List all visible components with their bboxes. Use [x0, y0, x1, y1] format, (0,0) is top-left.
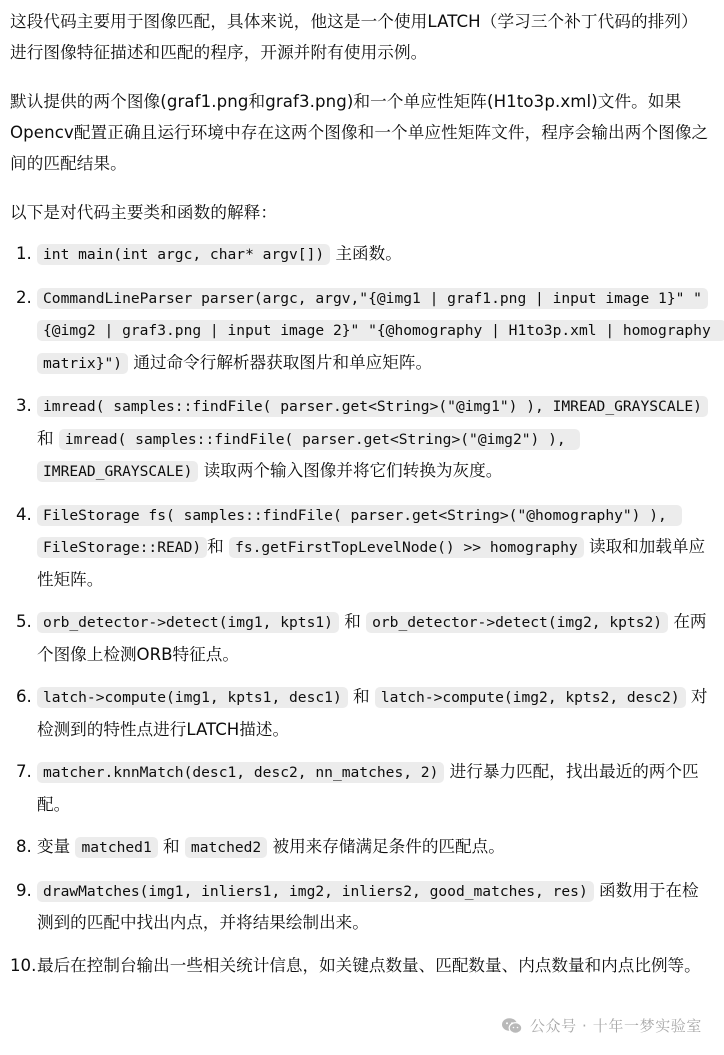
list-item-number: 10. [10, 955, 37, 975]
watermark [501, 1015, 702, 1036]
list-item-number: 6. [16, 687, 32, 706]
list-item-text: 变量 [37, 837, 76, 856]
inline-code: FileStorage fs( samples::findFile( parser.get<String>("@homography") ), FileStorage::READ) [37, 505, 682, 559]
list-item [10, 756, 714, 820]
list-item-text: 主函数。 [330, 244, 402, 263]
inline-code: orb_detector->detect(img1, kpts1) [37, 612, 339, 633]
inline-code: matched1 [75, 837, 157, 858]
list-item-text: 和 [338, 612, 367, 631]
list-item-text: 和 [37, 428, 59, 448]
list-item-number: 9. [16, 880, 32, 900]
list-item [10, 499, 714, 596]
list-item-text: 被用来存储满足条件的匹配点。 [267, 837, 505, 856]
inline-code: imread( samples::findFile( parser.get<String>("@img1") ), IMREAD_GRAYSCALE) [37, 396, 708, 417]
list-item-text: 和 [207, 537, 230, 556]
list-item [10, 282, 720, 380]
inline-code: int main(int argc, char* argv[]) [37, 244, 330, 265]
list-item-text: 和 [347, 687, 375, 706]
inline-code: orb_detector->detect(img2, kpts2) [366, 612, 668, 633]
list-item [10, 390, 714, 488]
list-item-number: 8. [16, 837, 32, 856]
inline-code: matched2 [185, 837, 267, 858]
list-item-number: 5. [16, 612, 32, 631]
inline-code: imread( samples::findFile( parser.get<String>("@img2") ), IMREAD_GRAYSCALE) [37, 429, 580, 483]
inline-code: fs.getFirstTopLevelNode() >> homography [229, 537, 584, 558]
list-item-text: 最后在控制台输出一些相关统计信息，如关键点数量、匹配数量、内点数量和内点比例等。 [37, 955, 701, 975]
default-files-paragraph: 默认提供的两个图像(graf1.png和graf3.png)和一个单应性矩阵(H1to3p.xml)文件。如果Opencv配置正确且运行环境中存在这两个图像和一个单应性矩阵文件，程序会输出两个图像之间的匹配结果。 [10, 92, 709, 173]
explanation-heading: 以下是对代码主要类和函数的解释： [10, 203, 278, 222]
list-item-text: 对检测到的特性点进行LATCH描述。 [37, 687, 708, 739]
list-item [10, 238, 714, 271]
inline-code: latch->compute(img2, kpts2, desc2) [375, 687, 686, 708]
list-item-number: 4. [16, 504, 32, 524]
list-item-number: 3. [16, 396, 32, 415]
inline-code: latch->compute(img1, kpts1, desc1) [37, 687, 348, 708]
list-item-text: 函数用于在检测到的匹配中找出内点，并将结果绘制出来。 [37, 880, 699, 932]
list-item-text: 进行暴力匹配，找出最近的两个匹配。 [37, 762, 699, 814]
inline-code: matcher.knnMatch(desc1, desc2, nn_matches, 2) [37, 762, 444, 783]
list-item-text: 在两个图像上检测ORB特征点。 [37, 612, 707, 664]
list-item-number: 1. [16, 244, 32, 263]
inline-code: drawMatches(img1, inliers1, img2, inliers2, good_matches, res) [37, 881, 594, 902]
list-item [10, 875, 714, 939]
list-item-text: 读取和加载单应性矩阵。 [37, 537, 706, 589]
list-item [10, 606, 714, 670]
list-item-number: 7. [16, 762, 32, 781]
list-item-number: 2. [16, 287, 32, 307]
list-item-text: 通过命令行解析器获取图片和单应矩阵。 [128, 352, 433, 372]
function-list [10, 238, 720, 981]
intro-paragraph: 这段代码主要用于图像匹配，具体来说，他这是一个使用LATCH（学习三个补丁代码的排列）进行图像特征描述和匹配的程序，开源并附有使用示例。 [10, 12, 698, 62]
list-item [10, 681, 714, 745]
list-item [10, 950, 714, 982]
list-item-text: 和 [157, 837, 185, 856]
inline-code: CommandLineParser parser(argc, argv,"{@img1 | graf1.png | input image 1}" "{@img2 | graf3.png | input image 2}" "{@homography | H1to3p.xml | homography matrix}") [37, 288, 724, 374]
list-item-text: 读取两个输入图像并将它们转换为灰度。 [198, 461, 503, 480]
wechat-icon [501, 1017, 523, 1035]
list-item [10, 831, 714, 864]
watermark-text: 公众号 · 十年一梦实验室 [529, 1017, 702, 1035]
